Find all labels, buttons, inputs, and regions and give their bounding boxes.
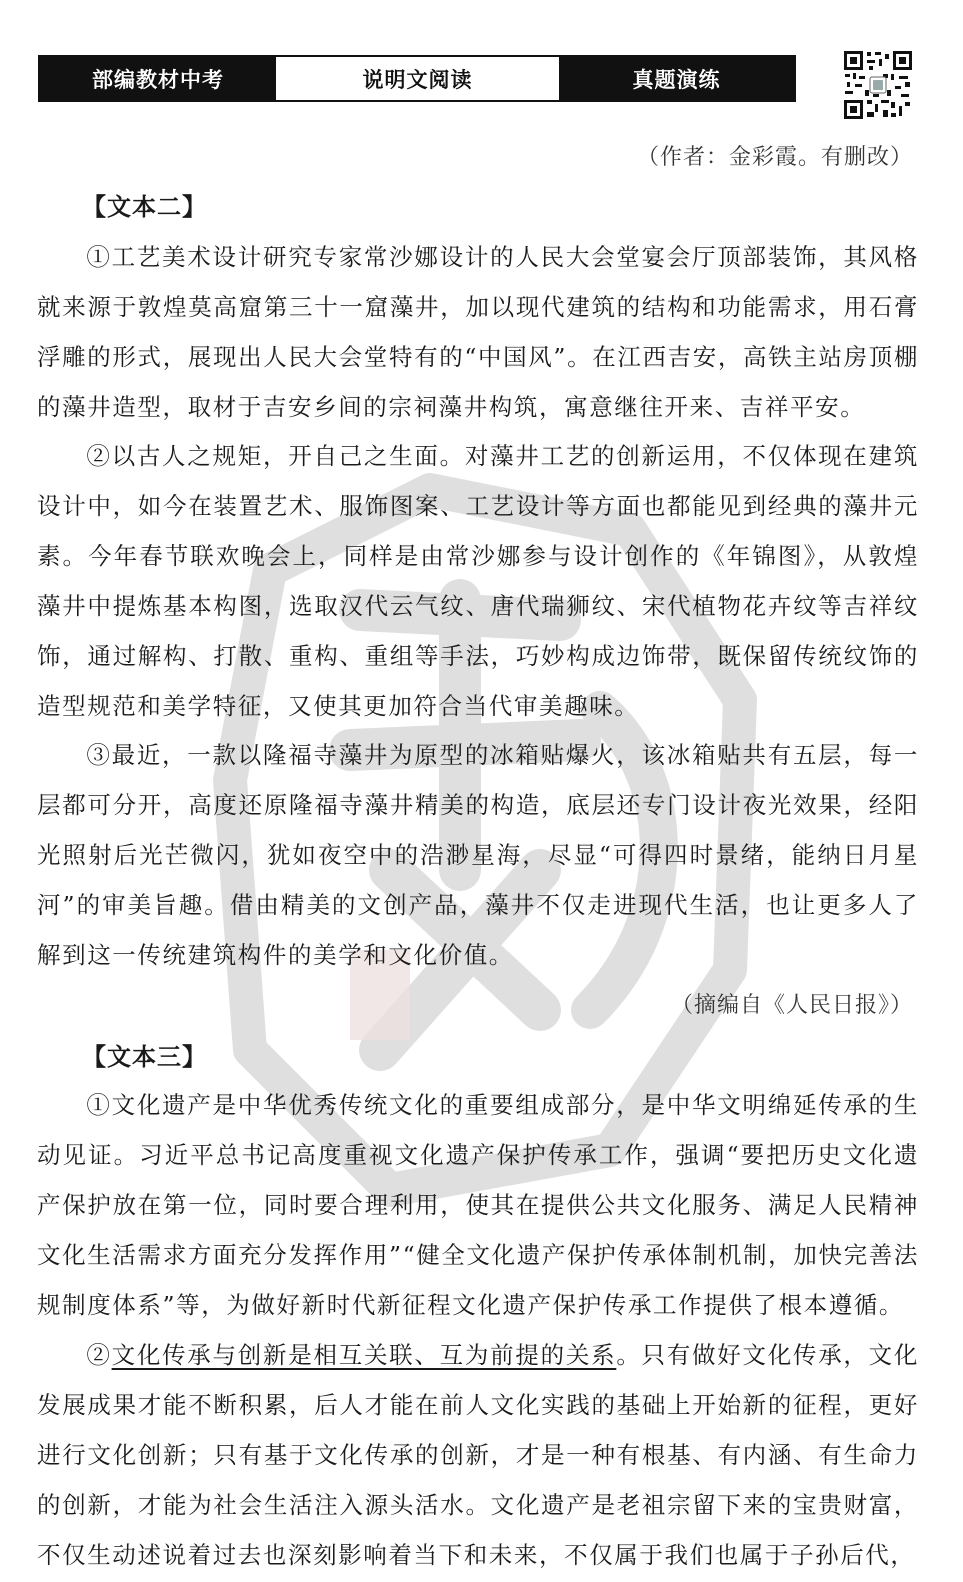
qr-code-icon xyxy=(843,50,913,120)
text3-paragraph-1: ①文化遗产是中华优秀传统文化的重要组成部分，是中华文明绵延传承的生动见证。习近平总书记高度重视文化遗产保护传承工作，强调“要把历史文化遗产保护放在第一位，同时要合理利用，使其在提供公共文化服务、满足人民精神文化生活需求方面充分发挥作用”“健全文化遗产保护传承体制机制，加快完善法规制度体系”等，为做好新时代新征程文化遗产保护传承工作提供了根本遵循。 xyxy=(37,1091,919,1319)
text2-title: 【文本二】 xyxy=(82,192,207,221)
text3-paragraph-2-body: 。只有做好文化传承，文化发展成果才能不断积累，后人才能在前人文化实践的基础上开始新的征程，更好进行文化创新；只有基于文化传承的创新，才是一种有根基、有内涵、有生命力的创新，才能为社会生活注入源头活水。文化遗产是老祖宗留下来的宝贵财富，不仅生动述说着过去也深刻影响着当下和未来，不仅属于我们也属于子孙后代， xyxy=(37,1341,920,1569)
text2-paragraph-2: ②以古人之规矩，开自己之生面。对藻井工艺的创新运用，不仅体现在建筑设计中，如今在装置艺术、服饰图案、工艺设计等方面也都能见到经典的藻井元素。今年春节联欢晚会上，同样是由常沙娜参与设计创作的《年锦图》，从敦煌藻井中提炼基本构图，选取汉代云气纹、唐代瑞狮纹、宋代植物花卉纹等吉祥纹饰，通过解构、打散、重构、重组等手法，巧妙构成边饰带，既保留传统纹饰的造型规范和美学特征，又使其更加符合当代审美趣味。 xyxy=(37,442,919,720)
header-left-label: 部编教材中考 xyxy=(40,57,276,100)
text2-paragraph-1: ①工艺美术设计研究专家常沙娜设计的人民大会堂宴会厅顶部装饰，其风格就来源于敦煌莫高窟第三十一窟藻井，加以现代建筑的结构和功能需求，用石膏浮雕的形式，展现出人民大会堂特有的“中国风”。在江西吉安，高铁主站房顶棚的藻井造型，取材于吉安乡间的宗祠藻井构筑，寓意继往开来、吉祥平安。 xyxy=(37,243,919,421)
text3-paragraph-2-number: ② xyxy=(86,1341,112,1369)
text2-paragraph-3: ③最近，一款以隆福寺藻井为原型的冰箱贴爆火，该冰箱贴共有五层，每一层都可分开，高度还原隆福寺藻井精美的构造，底层还专门设计夜光效果，经阳光照射后光芒微闪，犹如夜空中的浩渺星海，尽显“可得四时景绪，能纳日月星河”的审美旨趣。借由精美的文创产品，藻井不仅走进现代生活，也让更多人了解到这一传统建筑构件的美学和文化价值。 xyxy=(37,741,919,969)
text3-title: 【文本三】 xyxy=(82,1042,207,1071)
text3-underlined-phrase: 文化传承与创新是相互关联、互为前提的关系 xyxy=(111,1341,617,1369)
header-bar xyxy=(38,55,796,102)
header-right-label: 真题演练 xyxy=(559,57,794,100)
text1-source: （作者：金彩霞。有删改） xyxy=(636,145,913,170)
text2-source: （摘编自《人民日报》） xyxy=(670,993,913,1018)
text3-paragraph-2 xyxy=(37,1330,919,1580)
header-center-label: 说明文阅读 xyxy=(276,57,559,100)
